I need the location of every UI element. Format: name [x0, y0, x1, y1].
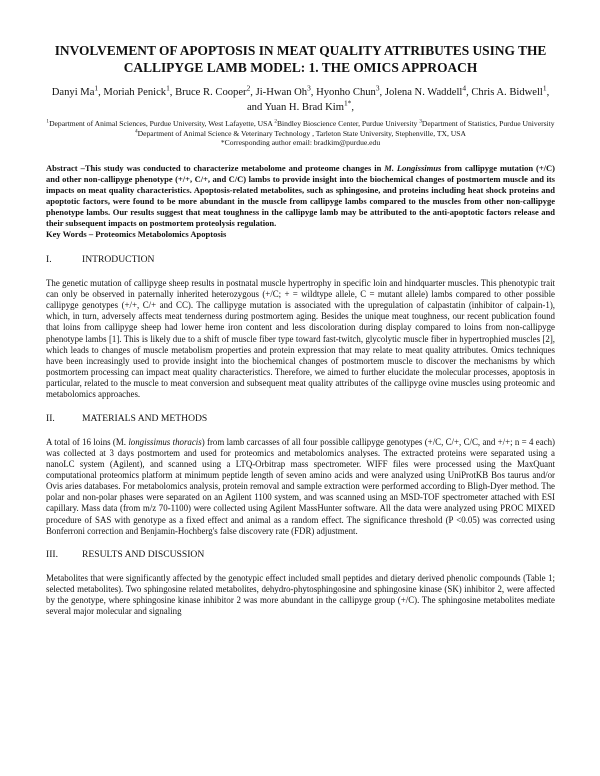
author-name: Jolena N. Waddell	[384, 87, 463, 98]
abstract-text: This study was conducted to characterize metabolome and proteome changes in	[84, 162, 385, 173]
author-name: Moriah Penick	[103, 87, 167, 98]
author-affiliation-mark: 3	[375, 83, 380, 93]
author-name: Chris A. Bidwell	[471, 87, 543, 98]
author-list: Danyi Ma$^1$, Moriah Penick$^1$, Bruce R. Cooper$^2$, Ji-Hwan Oh$^3$, Hyonho Chun$^3$, Jolena N. Waddell$^4$, Chris A. Bidwell$^1$, and Yuan H. Brad Kim$^{1*}$,	[51, 83, 550, 113]
section-number: I.	[46, 253, 52, 265]
section-heading-introduction	[46, 254, 555, 266]
methods-muscle-name: longissimus thoracis	[128, 436, 202, 447]
keywords: Key Words – Proteomics Metabolomics Apoptosis	[46, 228, 227, 239]
corresponding-author: *Corresponding author email: bradkim@purdue.edu	[220, 138, 381, 148]
author-affiliation-mark: 1*	[343, 98, 352, 108]
author-affiliation-mark: 1	[542, 83, 547, 93]
results-paragraph: Metabolites that were significantly affected by the genotypic effect included small peptides and dietary derived phenolic compounds (Table 1; selected metabolites). Two sphingosine related metabolites, dehydro-phytosphingosine and sphingosine kinase (SK) inhibitor 2, were affected by the genotype, where sphingosine kinase inhibitor 2 was more abundant in the callipyge group (+/C). The sphingosine metabolites mediate several major molecular and signaling	[46, 572, 555, 617]
affiliation-3: Department of Statistics, Purdue University	[421, 119, 555, 128]
section-number: II.	[46, 412, 55, 424]
section-heading-methods	[46, 413, 555, 425]
methods-paragraph	[46, 437, 555, 537]
abstract-text: from callipyge mutation (+/C) and other non-callipyge phenotype (+/+, C/+, and C/C) lambs to provide insight into the biochemical changes of postmortem muscle and its impacts on meat quality characteristics. Apoptosis-related metabolites, such as sphingosine, and proteins including heat shock proteins and apoptotic factors, were found to be more abundant in the muscle from callipyge lambs compared to the muscles from other non-callipyge phenotype lambs. Our results suggest that meat toughness in the callipyge lamb may be attributed to the anti-apoptotic factors release and their subsequent impacts on postmortem proteolysis regulation.	[46, 162, 556, 228]
abstract-species: M. Longissimus	[384, 162, 442, 173]
methods-text: ) from lamb carcasses of all four possible callipyge genotypes (+/C, C/+, C/C, and +/+; n = 4 each) was collected at 3 days postmortem and used for proteomics and metabolomics analyses. The extracted proteins were separated using a nanoLC system (Agilent), and scanned using a LTQ-Orbitrap mass spectrometer. WIFF files were processed using the MaxQuant computational proteomics platform at minimum peptide length of seven amino acids and were analyzed using UniProtKB Bos taurus and/or Ovis aries databases. For metabolomics analysis, protein removal and sample extraction were performed according to Bligh-Dyer method. The polar and non-polar phases were separated on an Agilent 1100 system, and was scanned using an MSD-TOF spectrometer attached with ESI capillary. Mass data (from m/z 70-1100) were collected using Agilent MassHunter software. All the data were analyzed using PROC MIXED procedure of SAS with genotype as a fixed effect and animal as a random effect. The significance threshold (P <0.05) was corrected using Bonferroni correction and Benjamin-Hochberg's false discovery rate (FDR) adjustment.	[46, 436, 555, 536]
author-affiliation-mark: 2	[246, 83, 251, 93]
affiliations: $^1$Department of Animal Sciences, Purdue University, West Lafayette, USA $^2$Bindley Bioscience Center, Purdue University $^3$Department of Statistics, Purdue University $^4$Department of Animal Science & Veterinary Technology , Tarleton State University, Stephenville, TX, USA *Corresponding author email: bradkim@purdue.edu	[46, 118, 555, 148]
section-title: MATERIALS AND METHODS	[82, 412, 208, 424]
section-heading-results	[46, 549, 555, 561]
abstract-label: Abstract –	[46, 162, 85, 173]
author-name: Danyi Ma	[51, 87, 95, 98]
affiliation-2: Bindley Bioscience Center, Purdue University	[276, 119, 418, 128]
author-affiliation-mark: 1	[94, 83, 99, 93]
author-name: Yuan H. Brad Kim	[264, 102, 344, 113]
section-title: RESULTS AND DISCUSSION	[82, 548, 205, 560]
introduction-paragraph: The genetic mutation of callipyge sheep results in postnatal muscle hypertrophy in specific loin and hindquarter muscles. This phenotypic trait can only be observed in paternally inherited heterozygous (+/C; + = wildtype allele, C = mutant allele) lambs compared to other possible callipyge genotypes (+/+, C/+ and CC). The callipyge mutation is associated with the upregulation of calpastatin (inhibitor of calpain-1), which, in turn, adversely affects meat tenderness during postmortem aging. Besides the unique meat toughness, our recent publication found that loins from callipyge sheep had lower heme iron content and less discoloration during display compared to loins from non-callipyge phenotype lambs [1]. This is likely due to a shift of muscle fiber type toward fast-twitch, glycolytic muscle fiber in hypertrophied muscles [2], which leads to changes of muscle metabolism properties and protein expression that may relate to meat quality attributes. Omics techniques have been increasingly used to provide insight into the biochemical changes of postmortem muscle to discover the mechanisms by which postmortem processing can impact meat quality characteristics. Therefore, we aimed to further elucidate the molecular processes, apoptosis in particular, related to the muscle to meat conversion and subsequent meat quality attributes of the callipyge ovine muscles using proteomic and metabolomics approaches.	[46, 277, 555, 400]
abstract	[46, 163, 555, 229]
author-name: Ji-Hwan Oh	[255, 87, 308, 98]
methods-text: A total of 16 loins (M.	[46, 436, 129, 447]
author-affiliation-mark: 1	[166, 83, 170, 93]
section-number: III.	[46, 548, 58, 560]
author-name: Hyonho Chun	[316, 87, 376, 98]
section-title: INTRODUCTION	[82, 253, 155, 265]
author-affiliation-mark: 4	[462, 83, 467, 93]
paper-title: INVOLVEMENT OF APOPTOSIS IN MEAT QUALITY ATTRIBUTES USING THE CALLIPYGE LAMB MODEL: 1. THE OMICS APPROACH	[54, 43, 547, 75]
author-affiliation-mark: 3	[307, 83, 311, 93]
author-name: Bruce R. Cooper	[175, 87, 247, 98]
affiliation-4: Department of Animal Science & Veterinary Technology , Tarleton State University, Stephenville, TX, USA	[137, 128, 466, 138]
affiliation-1: Department of Animal Sciences, Purdue University, West Lafayette, USA	[49, 119, 273, 128]
